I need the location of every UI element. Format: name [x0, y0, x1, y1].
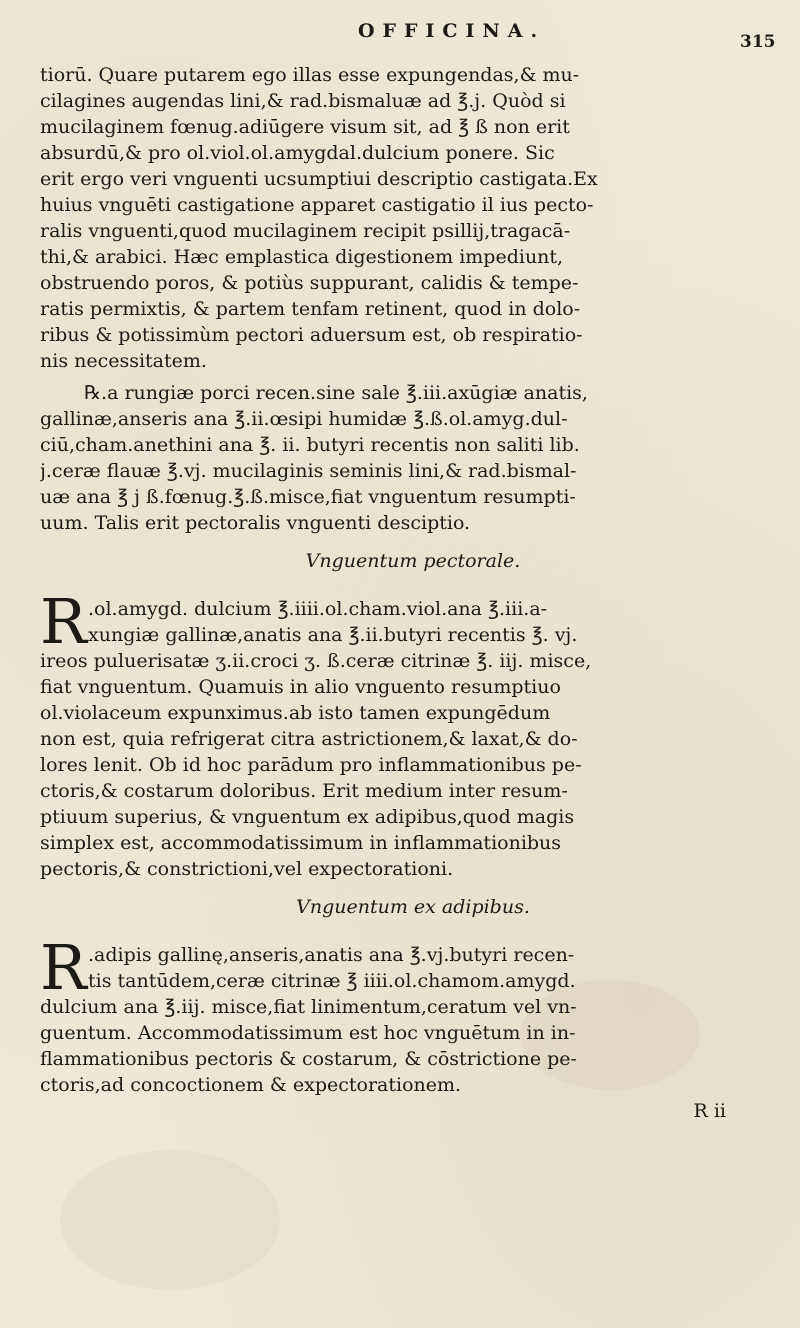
running-head: OFFICINA. [358, 20, 546, 42]
recipe-2 [40, 585, 786, 882]
recipe-line: ireos puluerisatæ ʒ.ii.croci ʒ. ß.ceræ citrinæ ℥. iij. misce, [40, 650, 592, 672]
page-header [0, 14, 800, 54]
drop-capital: R [40, 931, 87, 1004]
recipe-line: dulcium ana ℥.iij. misce,fiat linimentum,ceratum vel vn- [40, 996, 577, 1018]
text-line: nis necessitatem. [40, 350, 207, 372]
text-line: mucilaginem fœnug.adiūgere visum sit, ad ℥ ß non erit [40, 116, 570, 138]
recipe-line: ol.violaceum expunximus.ab isto tamen expungēdum [40, 702, 551, 724]
recipe-line: gallinæ,anseris ana ℥.ii.œsipi humidæ ℥.ß.ol.amyg.dul- [40, 408, 568, 430]
recipe-line: simplex est, accommodatissimum in inflammationibus [40, 832, 562, 854]
recipe-line: ptiuum superius, & vnguentum ex adipibus,quod magis [40, 806, 575, 828]
text-line: ralis vnguenti,quod mucilaginem recipit psillij,tragacā- [40, 220, 571, 242]
text-line: huius vnguēti castigatione apparet castigatio il ius pecto- [40, 194, 594, 216]
signature-mark: R ii [693, 1100, 726, 1122]
text-line: ratis permixtis, & partem tenfam retinent, quod in dolo- [40, 298, 581, 320]
text-line: thi,& arabici. Hæc emplastica digestionem impediunt, [40, 246, 564, 268]
paragraph-1 [40, 62, 786, 374]
recipe-line: pectoris,& constrictioni,vel expectorationi. [40, 858, 454, 880]
recipe-line: non est, quia refrigerat citra astrictionem,& laxat,& do- [40, 728, 578, 750]
recipe-line: ciū,cham.anethini ana ℥. ii. butyri recentis non saliti lib. [40, 434, 580, 456]
text-line: cilagines augendas lini,& rad.bismaluæ ad ℥.j. Quòd si [40, 90, 566, 112]
recipe-line: guentum. Accommodatissimum est hoc vnguētum in in- [40, 1022, 576, 1044]
recipe-line: ℞.a rungiæ porci recen.sine sale ℥.iii.axūgiæ anatis, [84, 382, 588, 404]
page-number: 315 [740, 32, 776, 52]
recipe-line: .ol.amygd. dulcium ℥.iiii.ol.cham.viol.ana ℥.iii.a- [88, 598, 548, 620]
recipe-line: uum. Talis erit pectoralis vnguenti desciptio. [40, 512, 471, 534]
recipe-line: ctoris,ad concoctionem & expectorationem. [40, 1074, 462, 1096]
section-heading: Vnguentum pectorale. [305, 550, 521, 572]
recipe-line: xungiæ gallinæ,anatis ana ℥.ii.butyri recentis ℥. vj. [88, 624, 578, 646]
page-body [40, 62, 786, 1124]
text-line: tiorū. Quare putarem ego illas esse expungendas,& mu- [40, 64, 580, 86]
recipe-line: tis tantūdem,ceræ citrinæ ℥ iiii.ol.chamom.amygd. [88, 970, 576, 992]
text-line: absurdū,& pro ol.viol.ol.amygdal.dulcium ponere. Sic [40, 142, 555, 164]
text-line: obstruendo poros, & potiùs suppurant, calidis & tempe- [40, 272, 579, 294]
recipe-line: j.ceræ flauæ ℥.vj. mucilaginis seminis lini,& rad.bismal- [40, 460, 577, 482]
recipe-3 [40, 931, 786, 1098]
text-line: erit ergo veri vnguenti ucsumptiui descriptio castigata.Ex [40, 168, 598, 190]
recipe-line: uæ ana ℥ j ß.fœnug.℥.ß.misce,fiat vnguentum resumpti- [40, 486, 576, 508]
recipe-line: fiat vnguentum. Quamuis in alio vnguento resumptiuo [40, 676, 561, 698]
drop-capital: R [40, 585, 87, 658]
recipe-1 [40, 380, 786, 536]
recipe-line: flammationibus pectoris & costarum, & cōstrictione pe- [40, 1048, 577, 1070]
recipe-line: ctoris,& costarum doloribus. Erit medium inter resum- [40, 780, 568, 802]
recipe-line: .adipis gallinę,anseris,anatis ana ℥.vj.butyri recen- [88, 944, 575, 966]
text-line: ribus & potissimùm pectori aduersum est, ob respiratio- [40, 324, 583, 346]
section-heading: Vnguentum ex adipibus. [296, 896, 530, 918]
paper-stain [60, 1150, 280, 1290]
recipe-line: lores lenit. Ob id hoc parādum pro inflammationibus pe- [40, 754, 582, 776]
